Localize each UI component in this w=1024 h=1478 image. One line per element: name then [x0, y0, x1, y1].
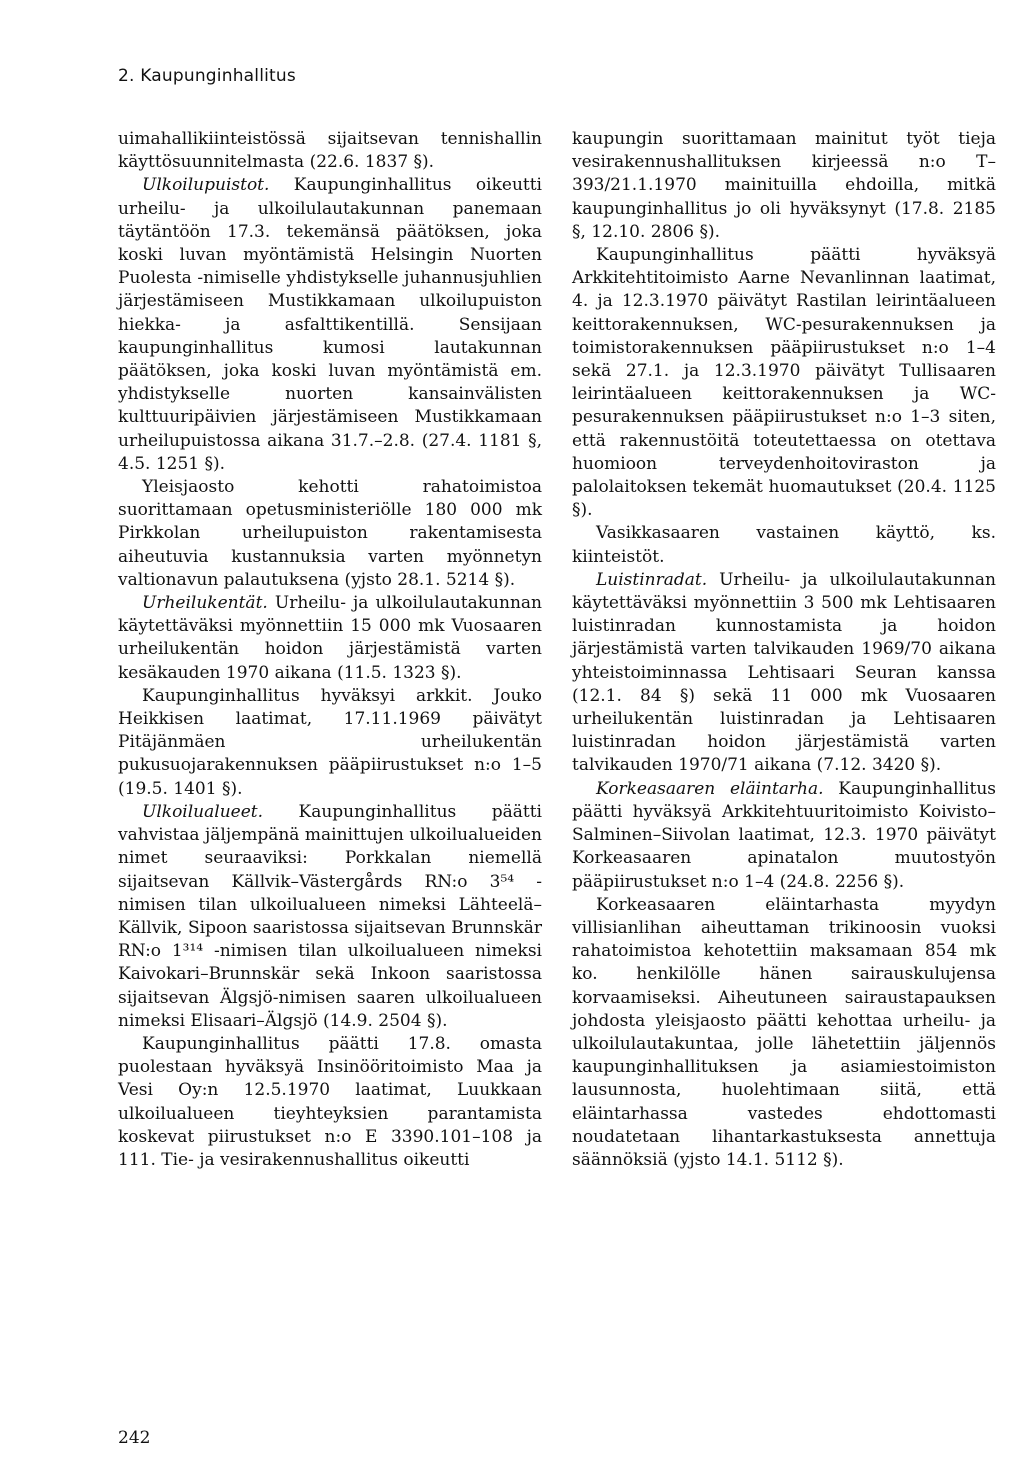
paragraph: uimahallikiinteistössä sijaitsevan tennishallin käyttösuunnitelmasta (22.6. 1837 §). — [118, 129, 542, 173]
left-column — [118, 128, 542, 1172]
page-number: 242 — [118, 1428, 151, 1448]
paragraph: Kaupunginhallitus päätti hyväksyä Arkkitehtitoimisto Aarne Nevanlinnan laatimat, 4. ja 12.3.1970 päivätyt Rastilan leirintäalueen keittorakennuksen, WC-pesurakennuksen ja toimistorakennuksen pääpiirustukset n:o 1–4 sekä 27.1. ja 12.3.1970 päivätyt Tullisaaren leirintäalueen keittorakennuksen ja WC-pesurakennuksen pääpiirustukset n:o 1–3 siten, että rakennustöitä toteutettaessa on otettava huomioon terveydenhoitoviraston ja palolaitoksen tekemät huomautukset (20.4. 1125 §). — [572, 245, 996, 521]
paragraph: kaupungin suorittamaan mainitut työt tieja vesirakennushallituksen kirjeessä n:o T–393/21.1.1970 mainituilla ehdoilla, mitkä kaupunginhallitus jo oli hyväksynyt (17.8. 2185 §, 12.10. 2806 §). — [572, 129, 996, 242]
paragraph: Luistinradat. Urheilu- ja ulkoilulautakunnan käytettäväksi myönnettiin 3 500 mk Lehtisaaren luistinradan kunnostamista ja hoidon järjestämistä varten talvikauden 1969/70 aikana yhteistoiminnassa Lehtisaari Seuran kanssa (12.1. 84 §) sekä 11 000 mk Vuosaaren urheilukentän luistinradan ja Lehtisaaren luistinradan hoidon järjestämistä varten talvikauden 1970/71 aikana (7.12. 3420 §). — [572, 569, 996, 776]
section-title: Ulkoilupuistot. — [142, 175, 270, 196]
running-head: 2. Kaupunginhallitus — [118, 66, 296, 86]
section-title: Ulkoilualueet. — [142, 801, 264, 822]
paragraph: Urheilukentät. Urheilu- ja ulkoilulautakunnan käytettäväksi myönnettiin 15 000 mk Vuosaaren urheilukentän hoidon järjestämistä varten kesäkauden 1970 aikana (11.5. 1323 §). — [118, 593, 542, 683]
section-title: Urheilukentät. — [142, 593, 268, 614]
section-title: Korkeasaaren eläintarha. — [596, 778, 824, 799]
paragraph: Ulkoilualueet. Kaupunginhallitus päätti vahvistaa jäljempänä mainittujen ulkoilualueiden nimet seuraaviksi: Porkkalan niemellä sijaitsevan Källvik–Västergårds RN:o 3⁵⁴ -nimisen tilan ulkoilualueen nimeksi Lähteelä–Källvik, Sipoon saaristossa sijaitsevan Brunnskär RN:o 1³¹⁴ -nimisen tilan ulkoilualueen nimeksi Kaivokari–Brunnskär sekä Inkoon saaristossa sijaitsevan Älgsjö-nimisen saaren ulkoilualueen nimeksi Elisaari–Älgsjö (14.9. 2504 §). — [118, 801, 542, 1031]
paragraph: Yleisjaosto kehotti rahatoimistoa suorittamaan opetusministeriölle 180 000 mk Pirkkolan urheilupuiston rakentamisesta aiheutuvia kustannuksia varten myönnetyn valtionavun palautuksena (yjsto 28.1. 5214 §). — [118, 477, 542, 590]
right-column — [572, 128, 996, 1172]
paragraph: Korkeasaaren eläintarhasta myydyn villisianlihan aiheuttaman trikinoosin vuoksi rahatoimistoa kehotettiin maksamaan 854 mk ko. henkilölle hänen sairauskulujensa korvaamiseksi. Aiheutuneen sairaustapauksen johdosta yleisjaosto päätti kehottaa urheilu- ja ulkoilulautakuntaa, jolle lähetettiin jäljennös kaupunginhallituksen ja asiamiestoimiston lausunnosta, huolehtimaan siitä, että eläintarhassa vastedes ehdottomasti noudatetaan lihantarkastuksesta annettuja säännöksiä (yjsto 14.1. 5112 §). — [572, 894, 996, 1170]
paragraph: Kaupunginhallitus hyväksyi arkkit. Jouko Heikkisen laatimat, 17.11.1969 päivätyt Pitäjänmäen urheilukentän pukusuojarakennuksen pääpiirustukset n:o 1–5 (19.5. 1401 §). — [118, 685, 542, 799]
section-title: Luistinradat. — [596, 569, 708, 590]
paragraph: Kaupunginhallitus päätti 17.8. omasta puolestaan hyväksyä Insinööritoimisto Maa ja Vesi Oy:n 12.5.1970 laatimat, Luukkaan ulkoilualueen tieyhteyksien parantamista koskevat piirustukset n:o E 3390.101–108 ja 111. Tie- ja vesirakennushallitus oikeutti — [118, 1033, 542, 1170]
paragraph: Vasikkasaaren vastainen käyttö, ks. kiinteistöt. — [572, 523, 996, 567]
paragraph: Korkeasaaren eläintarha. Kaupunginhallitus päätti hyväksyä Arkkitehtuuritoimisto Koivisto–Salminen–Siivolan laatimat, 12.3. 1970 päivätyt Korkeasaaren apinatalon muutostyön pääpiirustukset n:o 1–4 (24.8. 2256 §). — [572, 778, 996, 892]
paragraph: Ulkoilupuistot. Kaupunginhallitus oikeutti urheilu- ja ulkoilulautakunnan panemaan täytäntöön 17.3. tekemänsä päätöksen, joka koski luvan myöntämistä Helsingin Nuorten Puolesta -nimiselle yhdistykselle juhannusjuhlien järjestämiseen Mustikkamaan ulkoilupuiston hiekka- ja asfalttikentillä. Sensijaan kaupunginhallitus kumosi lautakunnan päätöksen, joka koski luvan myöntämistä em. yhdistykselle nuorten kansainvälisten kulttuuripäivien järjestämiseen Mustikkamaan urheilupuistossa aikana 31.7.–2.8. (27.4. 1181 §, 4.5. 1251 §). — [118, 175, 542, 474]
